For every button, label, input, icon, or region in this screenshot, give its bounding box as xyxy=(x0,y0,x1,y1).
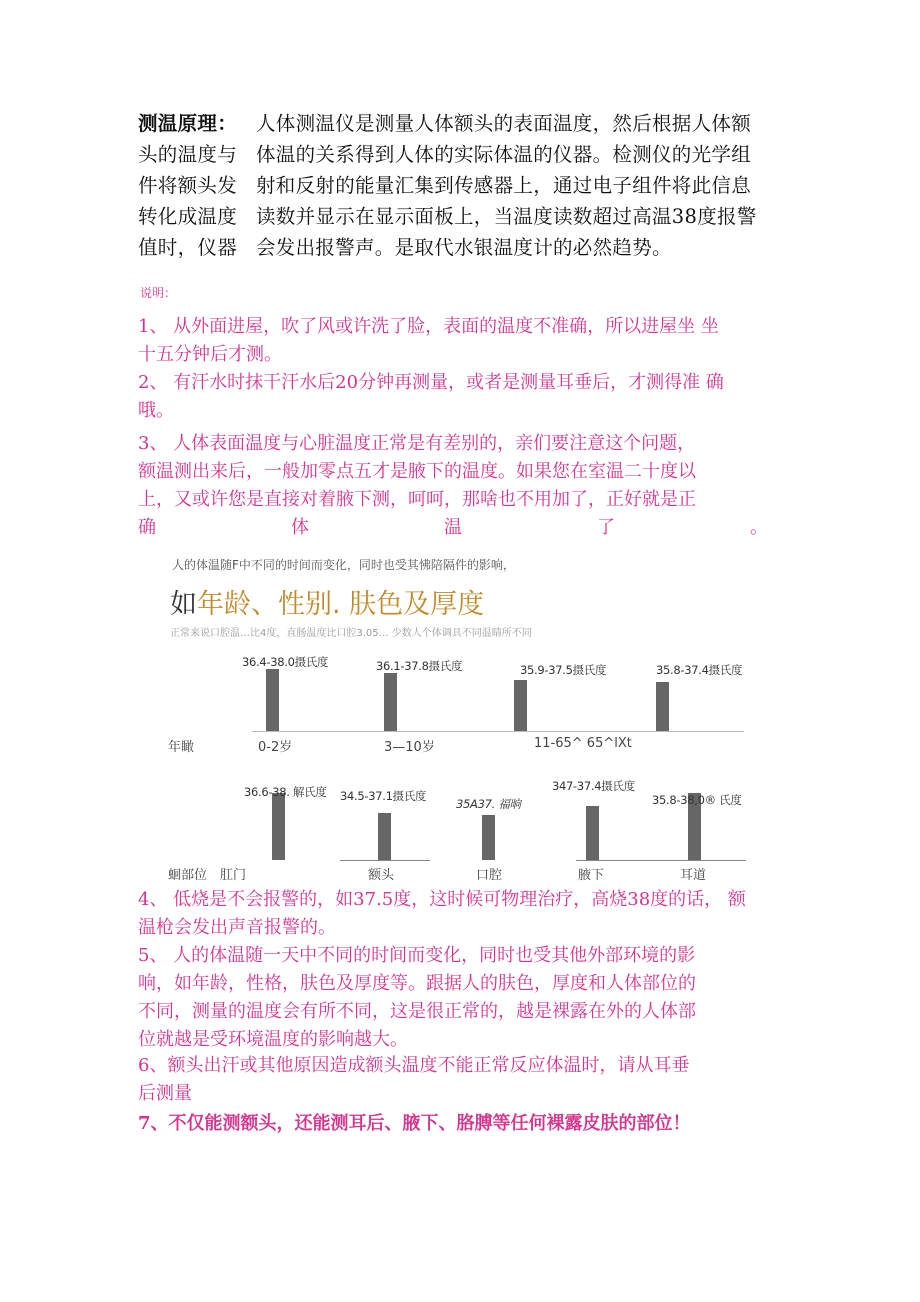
temperature-figure xyxy=(160,548,760,888)
bar-value-label: 35.8-38,0® 氏度 xyxy=(652,793,742,807)
category-label: 0-2岁 xyxy=(258,740,293,755)
justified-char: 体 xyxy=(291,517,309,538)
bar-value-label: 36.1-37.8摄氏度 xyxy=(376,659,463,673)
intro-line: 头的温度与 xyxy=(138,143,238,166)
note-item-3 xyxy=(138,430,800,542)
note-line: 3、 人体表面温度与心脏温度正常是有差别的，亲们要注意这个问题， xyxy=(138,433,696,454)
intro-line: 人体测温仪是测量人体额头的表面温度，然后根据人体额 xyxy=(256,112,752,135)
note-item-4 xyxy=(138,886,800,942)
note-line: 2、 有汗水时抹干汗水后20分钟再测量，或者是测量耳垂后，才测得准 确 xyxy=(138,372,724,393)
figure-caption: 人的体温随F中不同的时间而变化，同时也受其怫陪隔件的影响， xyxy=(172,558,515,572)
intro-line: 件将额头发 xyxy=(138,174,238,197)
note-line-justified xyxy=(138,514,768,542)
age-axis-line xyxy=(252,731,744,732)
chart-bar xyxy=(378,813,391,860)
note-line: 哦。 xyxy=(138,400,174,421)
intro-line: 转化成温度 xyxy=(138,205,238,228)
intro-line: 射和反射的能量汇集到传感器上，通过电子组件将此信息 xyxy=(256,174,752,197)
bar-value-label: 35A37. 福晌 xyxy=(456,797,521,811)
intro-paragraph xyxy=(138,108,800,263)
justified-char: 了 xyxy=(597,517,615,538)
category-label: 腋下 xyxy=(578,868,605,883)
bar-value-label: 35.8-37.4摄氏度 xyxy=(656,663,743,677)
note-line: 6、额头出汗或其他原因造成额头温度不能正常反应体温时，请从耳垂 xyxy=(138,1055,690,1076)
category-label: 额头 xyxy=(368,868,395,883)
figure-heading xyxy=(170,582,484,621)
chart-bar xyxy=(266,669,279,731)
note-line: 响，如年龄，性格，肤色及厚度等。跟据人的肤色，厚度和人体部位的 xyxy=(138,973,696,994)
note-line: 后测量 xyxy=(138,1083,192,1104)
note-line: 4、 低烧是不会报警的，如37.5度，这时候可物理治疗，高烧38度的话， 额 xyxy=(138,889,746,910)
bar-value-label: 36.4-38.0摄氏度 xyxy=(242,655,329,669)
chart-bar xyxy=(272,793,285,860)
chart-bar xyxy=(586,806,599,860)
category-label: 11-65^ 65^lXt xyxy=(534,736,632,751)
note-line: 5、 人的体温随一天中不同的时间而变化，同时也受其他外部环境的影 xyxy=(138,945,696,966)
note-line: 上，又或许您是直接对着腋下测，呵呵，那啥也不用加了，正好就是正 xyxy=(138,489,696,510)
chart-bar xyxy=(482,815,495,860)
category-label: 3—10岁 xyxy=(384,740,435,755)
intro-line: 读数并显示在显示面板上，当温度读数超过高温38度报警 xyxy=(256,205,757,228)
site-axis-line xyxy=(576,860,746,861)
note-item-1 xyxy=(138,313,800,369)
intro-line: 值时，仪器 xyxy=(138,236,238,259)
justified-char: 温 xyxy=(444,517,462,538)
note-item-6 xyxy=(138,1052,800,1108)
figure-subline: 正常来说口腔温…比4度，直肠温度比口腔3.05… 少数人个体调具不同温睛所不同 xyxy=(170,628,532,639)
category-label: 口腔 xyxy=(476,868,503,883)
category-label: 耳道 xyxy=(680,868,707,883)
site-axis-label: 蛔部位 xyxy=(168,868,208,883)
bar-value-label: 36.6-38. 解氏度 xyxy=(244,785,327,799)
note-line: 温枪会发出声音报警的。 xyxy=(138,917,336,938)
figure-heading-accent: 年龄、性别. 肤色及厚度 xyxy=(197,589,485,620)
note-line: 1、 从外面进屋，吹了风或许洗了脸，表面的温度不准确，所以进屋坐 坐 xyxy=(138,316,719,337)
figure-heading-prefix: 如 xyxy=(170,589,197,620)
justified-char: 。 xyxy=(750,517,768,538)
note-line: 位就越是受环境温度的影响越大。 xyxy=(138,1029,408,1050)
note-line: 不同，测量的温度会有所不同，这是很正常的，越是裸露在外的人体部 xyxy=(138,1001,696,1022)
chart-bar xyxy=(514,680,527,731)
intro-line: 体温的关系得到人体的实际体温的仪器。检测仪的光学组 xyxy=(256,143,752,166)
intro-line: 会发出报警声。是取代水银温度计的必然趋势。 xyxy=(256,236,672,259)
category-label: 肛门 xyxy=(220,868,247,883)
justified-char: 确 xyxy=(138,517,156,538)
age-axis-label: 年瞰 xyxy=(168,740,195,755)
bar-value-label: 35.9-37.5摄氏度 xyxy=(520,663,607,677)
note-item-7: 7、不仅能测额头，还能测耳后、腋下、胳膊等任何裸露皮肤的部位！ xyxy=(138,1113,691,1134)
chart-bar xyxy=(656,682,669,731)
note-title: 说明： xyxy=(140,286,177,300)
chart-bar xyxy=(384,673,397,731)
intro-label: 测温原理： xyxy=(138,112,238,135)
note-item-5 xyxy=(138,942,800,1054)
note-line: 十五分钟后才测。 xyxy=(138,344,282,365)
note-line: 额温测出来后，一般加零点五才是腋下的温度。如果您在室温二十度以 xyxy=(138,461,696,482)
bar-value-label: 347-37.4摄氏度 xyxy=(552,779,635,793)
site-axis-line xyxy=(340,860,430,861)
bar-value-label: 34.5-37.1摄氏度 xyxy=(340,789,427,803)
note-item-2 xyxy=(138,369,800,425)
